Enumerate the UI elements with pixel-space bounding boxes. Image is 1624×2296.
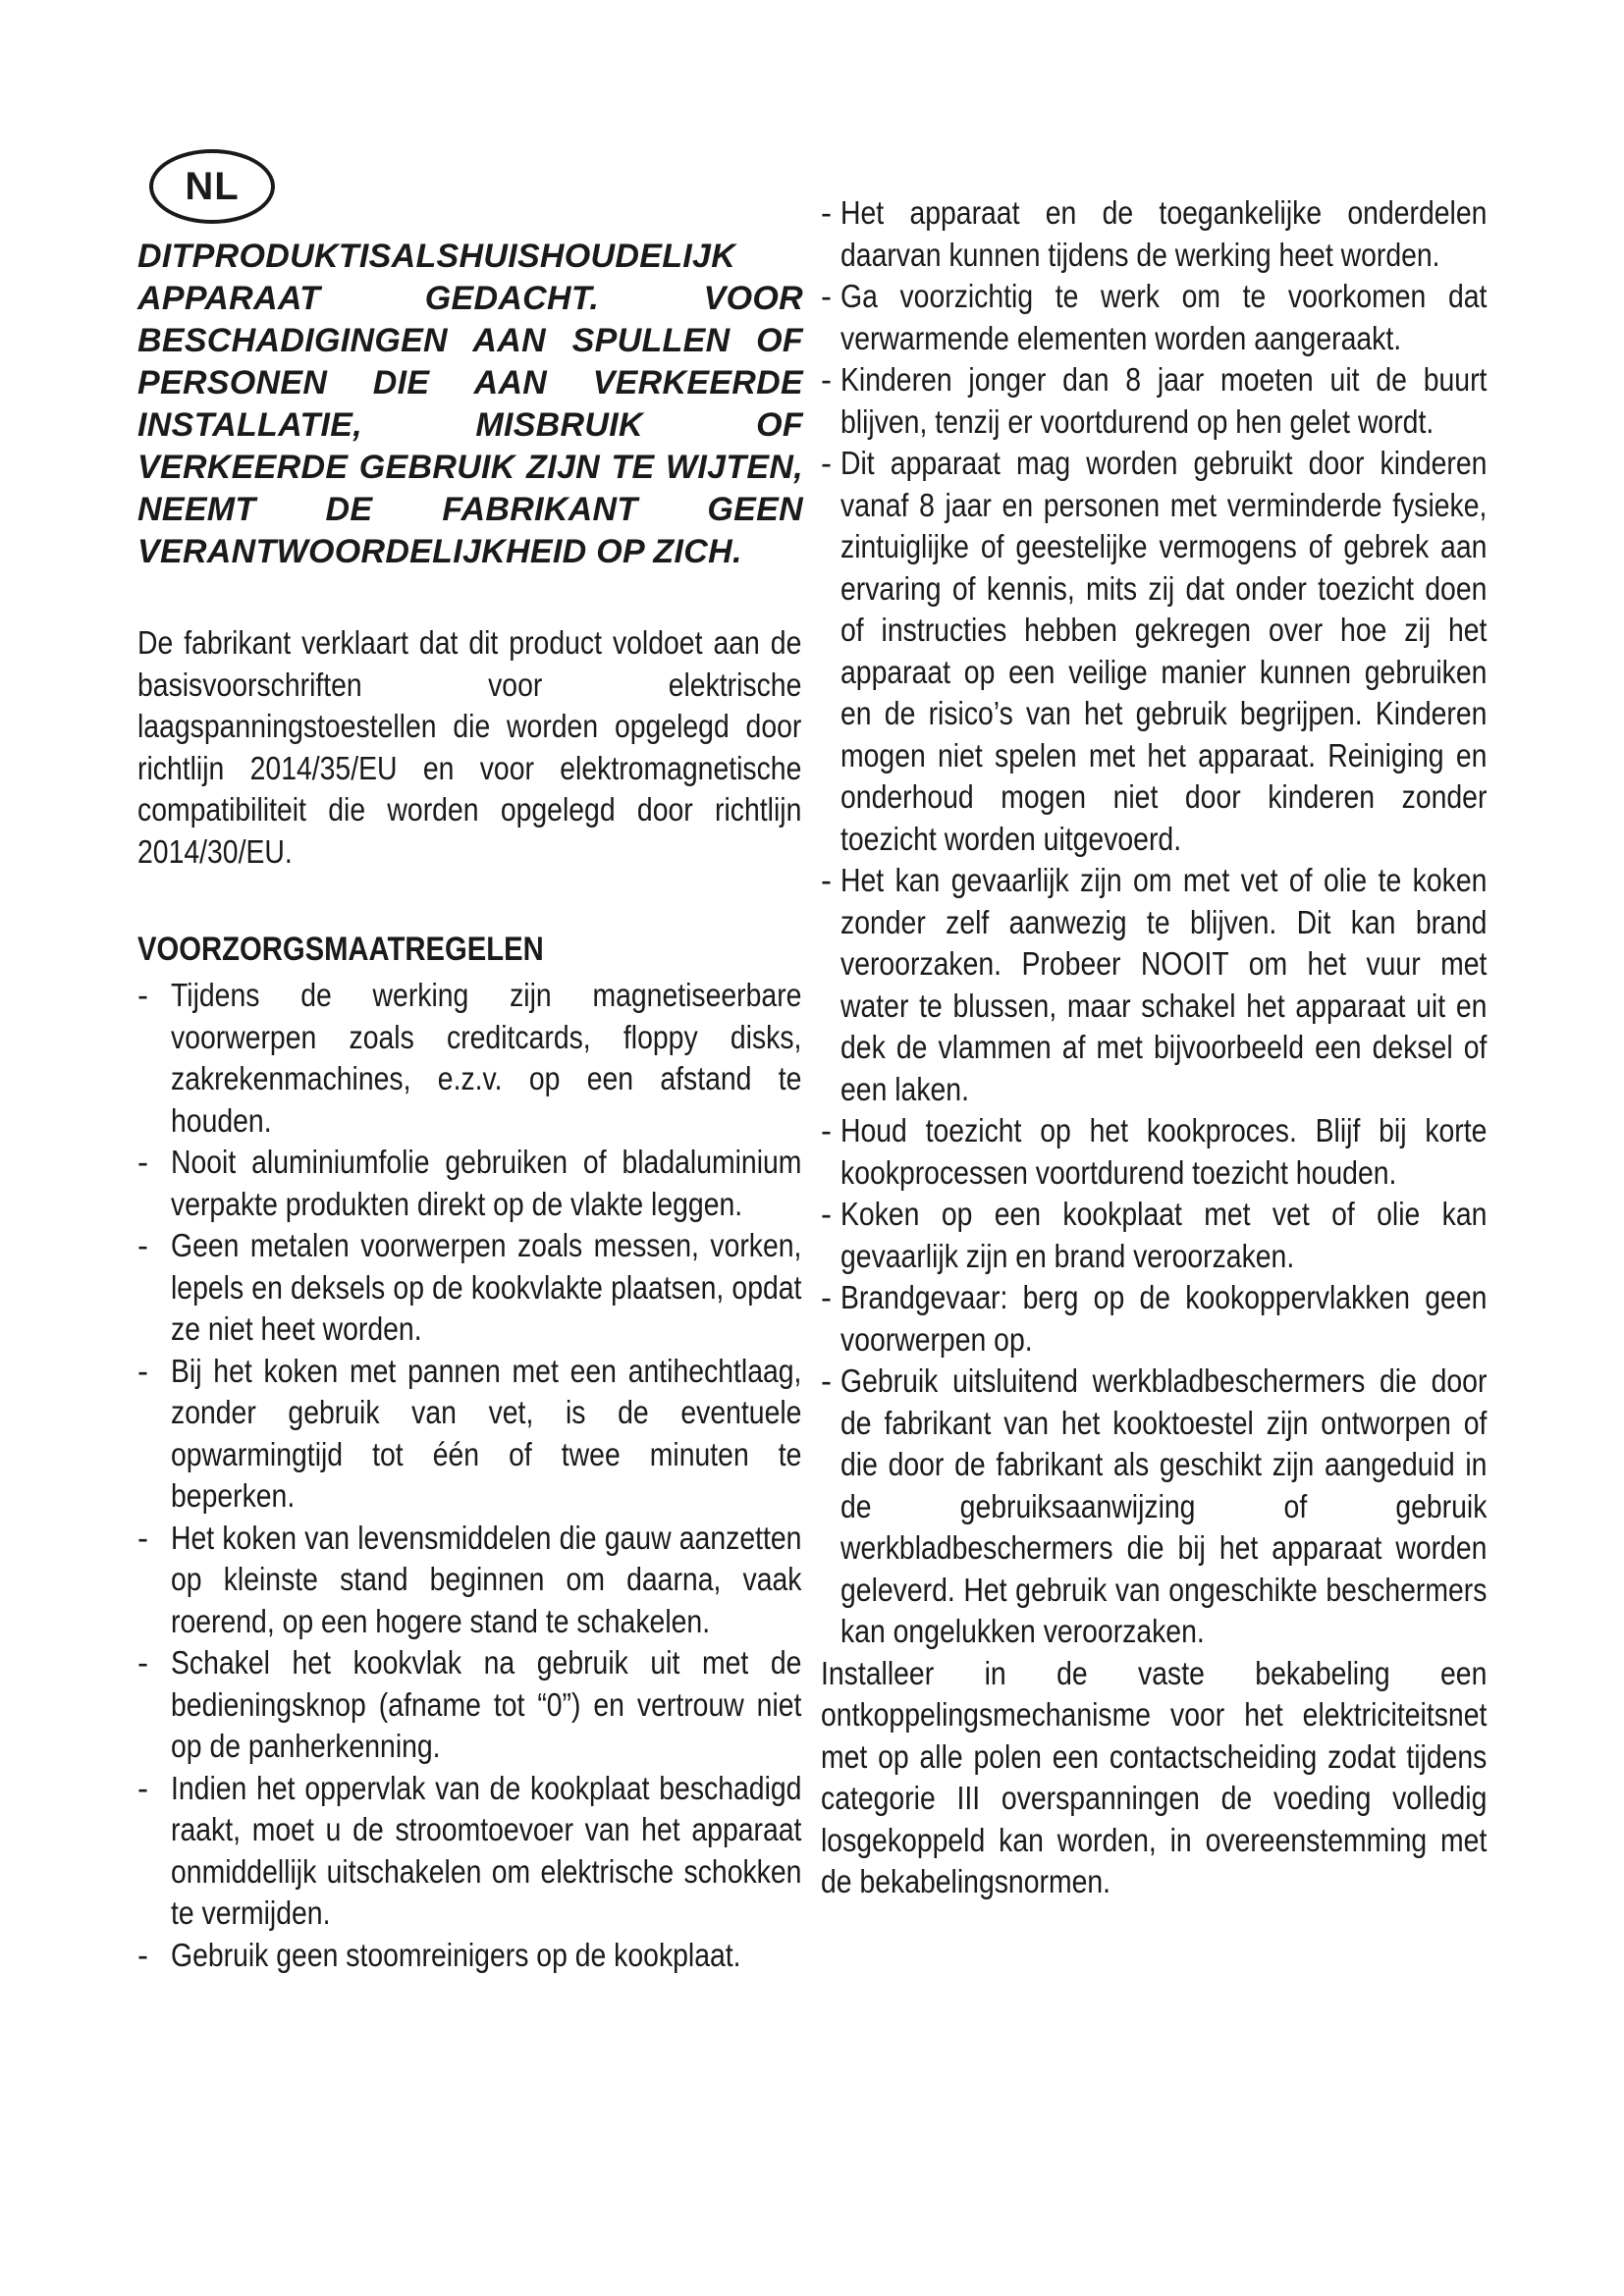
list-item: - Brandgevaar: berg op de kookoppervlakken geen voorwerpen op. [821,1277,1489,1361]
conformity-statement: De fabrikant verklaart dat dit product voldoet aan de basisvoorschriften voor elektrische laagspanningstoestellen die worden opgelegd door richtlijn 2014/35/EU en voor elektromagnetische compatibiliteit die worden opgelegd door richtlijn 2014/30/EU. [137,624,802,870]
installation-paragraph: Installeer in de vaste bekabeling een ontkoppelingsmechanisme voor het elektriciteitsnet met op alle polen een contactscheiding zodat tijdens categorie III overspanningen de voeding volledig losgekoppeld kan worden, in overeenstemming met de bekabelingsnormen. [821,1654,1488,1899]
list-item: - Het apparaat en de toegankelijke onderdelen daarvan kunnen tijdens de werking heet worden. [821,192,1489,276]
list-item: - Koken op een kookplaat met vet of olie kan gevaarlijk zijn en brand veroorzaken. [821,1194,1489,1277]
list-item: - Bij het koken met pannen met een antihechtlaag, zonder gebruik van vet, is de eventuele opwarmingtijd tot één of twee minuten te beperken. [137,1351,803,1518]
list-item: - Dit apparaat mag worden gebruikt door kinderen vanaf 8 jaar en personen met verminderde fysieke, zintuiglijke of geestelijke vermogens of gebrek aan ervaring of kennis, mits zij dat onder toezicht doen of instructies hebben gekregen over hoe zij het apparaat op een veilige manier kunnen gebruiken en de risico’s van het gebruik begrijpen. Kinderen mogen niet spelen met het apparaat. Reiniging en onderhoud mogen niet door kinderen zonder toezicht worden uitgevoerd. [821,443,1489,860]
list-item: - Het kan gevaarlijk zijn om met vet of olie te koken zonder zelf aanwezig te blijven. Dit kan brand veroorzaken. Probeer NOOIT om het vuur met water te blussen, maar schakel het apparaat uit en dek de vlammen af met bijvoorbeeld een deksel of een laken. [821,860,1489,1110]
list-item: - Tijdens de werking zijn magnetiseerbare voorwerpen zoals creditcards, floppy disks, zakrekenmachines, e.z.v. op een afstand te houden. [137,975,803,1142]
list-item: - Nooit aluminiumfolie gebruiken of bladaluminium verpakte produkten direkt op de vlakte leggen. [137,1142,803,1225]
list-item: - Geen metalen voorwerpen zoals messen, vorken, lepels en deksels op de kookvlakte plaatsen, opdat ze niet heet worden. [137,1225,803,1351]
list-item: - Houd toezicht op het kookproces. Blijf bij korte kookprocessen voortdurend toezicht houden. [821,1110,1489,1194]
list-item: - Indien het oppervlak van de kookplaat beschadigd raakt, moet u de stroomtoevoer van het apparaat onmiddellijk uitschakelen om elektrische schokken te vermijden. [137,1768,803,1935]
right-column [821,192,1489,1903]
list-item: - Gebruik geen stoomreinigers op de kookplaat. [137,1935,803,1977]
list-item: - Schakel het kookvlak na gebruik uit met de bedieningsknop (afname tot “0”) en vertrouw niet op de panherkenning. [137,1642,803,1768]
list-item: - Het koken van levensmiddelen die gauw aanzetten op kleinste stand beginnen om daarna, vaak roerend, op een hogere stand te schakelen. [137,1518,803,1643]
list-item: - Ga voorzichtig te werk om te voorkomen dat verwarmende elementen worden aangeraakt. [821,276,1489,359]
liability-warning: DITPRODUKTISALSHUISHOUDELIJK APPARAAT GEDACHT. VOOR BESCHADIGINGEN AAN SPULLEN OF PERSONEN DIE AAN VERKEERDE INSTALLATIE, MISBRUIK OF VERKEERDE GEBRUIK ZIJN TE WIJTEN, NEEMT DE FABRIKANT GEEN VERANTWOORDELIJKHEID OP ZICH. [137,238,803,570]
precautions-list-right [821,192,1489,1653]
section-title: VOORZORGSMAATREGELEN [137,931,544,968]
list-item: - Kinderen jonger dan 8 jaar moeten uit de buurt blijven, tenzij er voortdurend op hen gelet wordt. [821,359,1489,443]
left-column [137,236,803,1976]
list-item: - Gebruik uitsluitend werkbladbeschermers die door de fabrikant van het kooktoestel zijn ontworpen of die door de fabrikant als geschikt zijn aangeduid in de gebruiksaanwijzing of gebruik werkbladbeschermers die bij het apparaat worden geleverd. Het gebruik van ongeschikte beschermers kan ongelukken veroorzaken. [821,1361,1489,1653]
language-badge: NL [149,149,275,224]
precautions-list-left [137,975,803,1976]
